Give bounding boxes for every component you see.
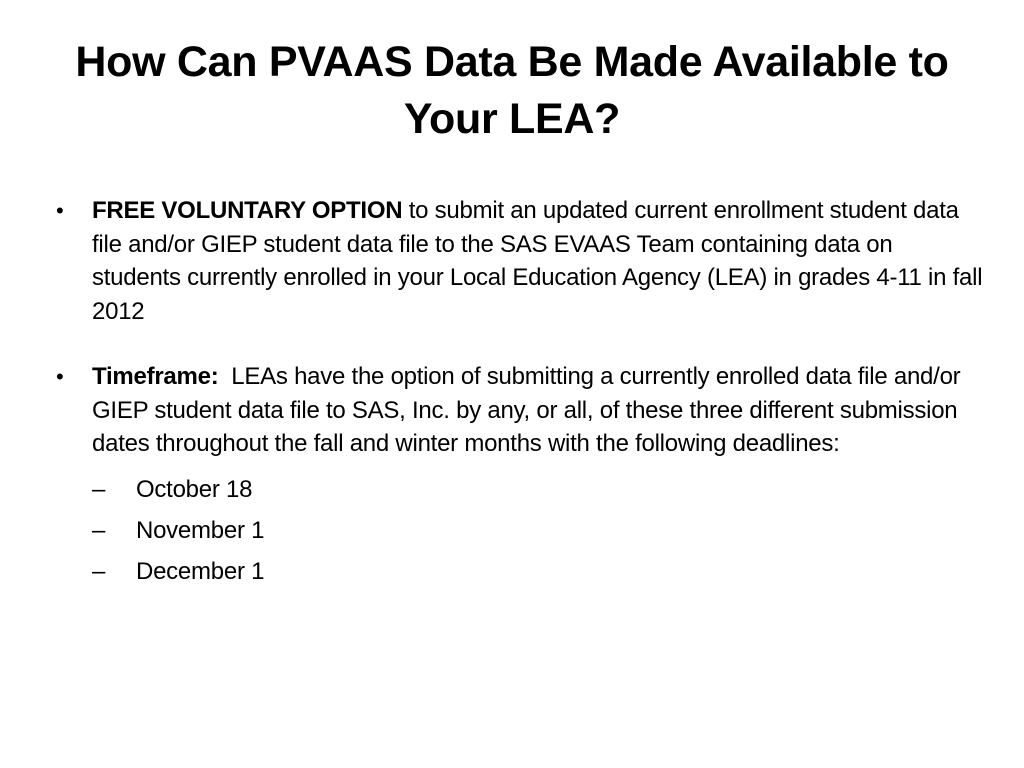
deadline-item bbox=[92, 551, 984, 592]
slide-title: How Can PVAAS Data Be Made Available to Your LEA? bbox=[75, 38, 949, 143]
dash-marker: – bbox=[92, 557, 106, 585]
bullet-marker: • bbox=[56, 364, 64, 389]
bullet-lead-text: FREE VOLUNTARY OPTION bbox=[92, 197, 403, 224]
dash-marker: – bbox=[92, 516, 106, 544]
bullet-item-timeframe bbox=[54, 360, 984, 592]
deadline-item bbox=[92, 510, 984, 551]
slide-content bbox=[54, 194, 984, 592]
bullet-marker: • bbox=[56, 198, 64, 223]
deadline-date: October 18 bbox=[136, 475, 253, 503]
bullet-body-text: to submit an updated current enrollment student data file and/or GIEP student data file to the SAS EVAAS Team containing data on students currently enrolled in your Local Education Agency (LEA) in grades 4-11 in fall 2012 bbox=[92, 197, 983, 325]
bullet-body-text: LEAs have the option of submitting a currently enrolled data file and/or GIEP student data file to SAS, Inc. by any, or all, of these three different submission dates throughout the fall and winter months with the following deadlines: bbox=[92, 363, 967, 457]
bullet-item-voluntary-option bbox=[54, 194, 984, 328]
deadline-item bbox=[92, 469, 984, 510]
deadline-list bbox=[92, 469, 984, 592]
deadline-date: November 1 bbox=[136, 516, 265, 544]
bullet-lead-text: Timeframe: bbox=[92, 363, 219, 390]
dash-marker: – bbox=[92, 475, 106, 503]
deadline-date: December 1 bbox=[136, 557, 265, 585]
